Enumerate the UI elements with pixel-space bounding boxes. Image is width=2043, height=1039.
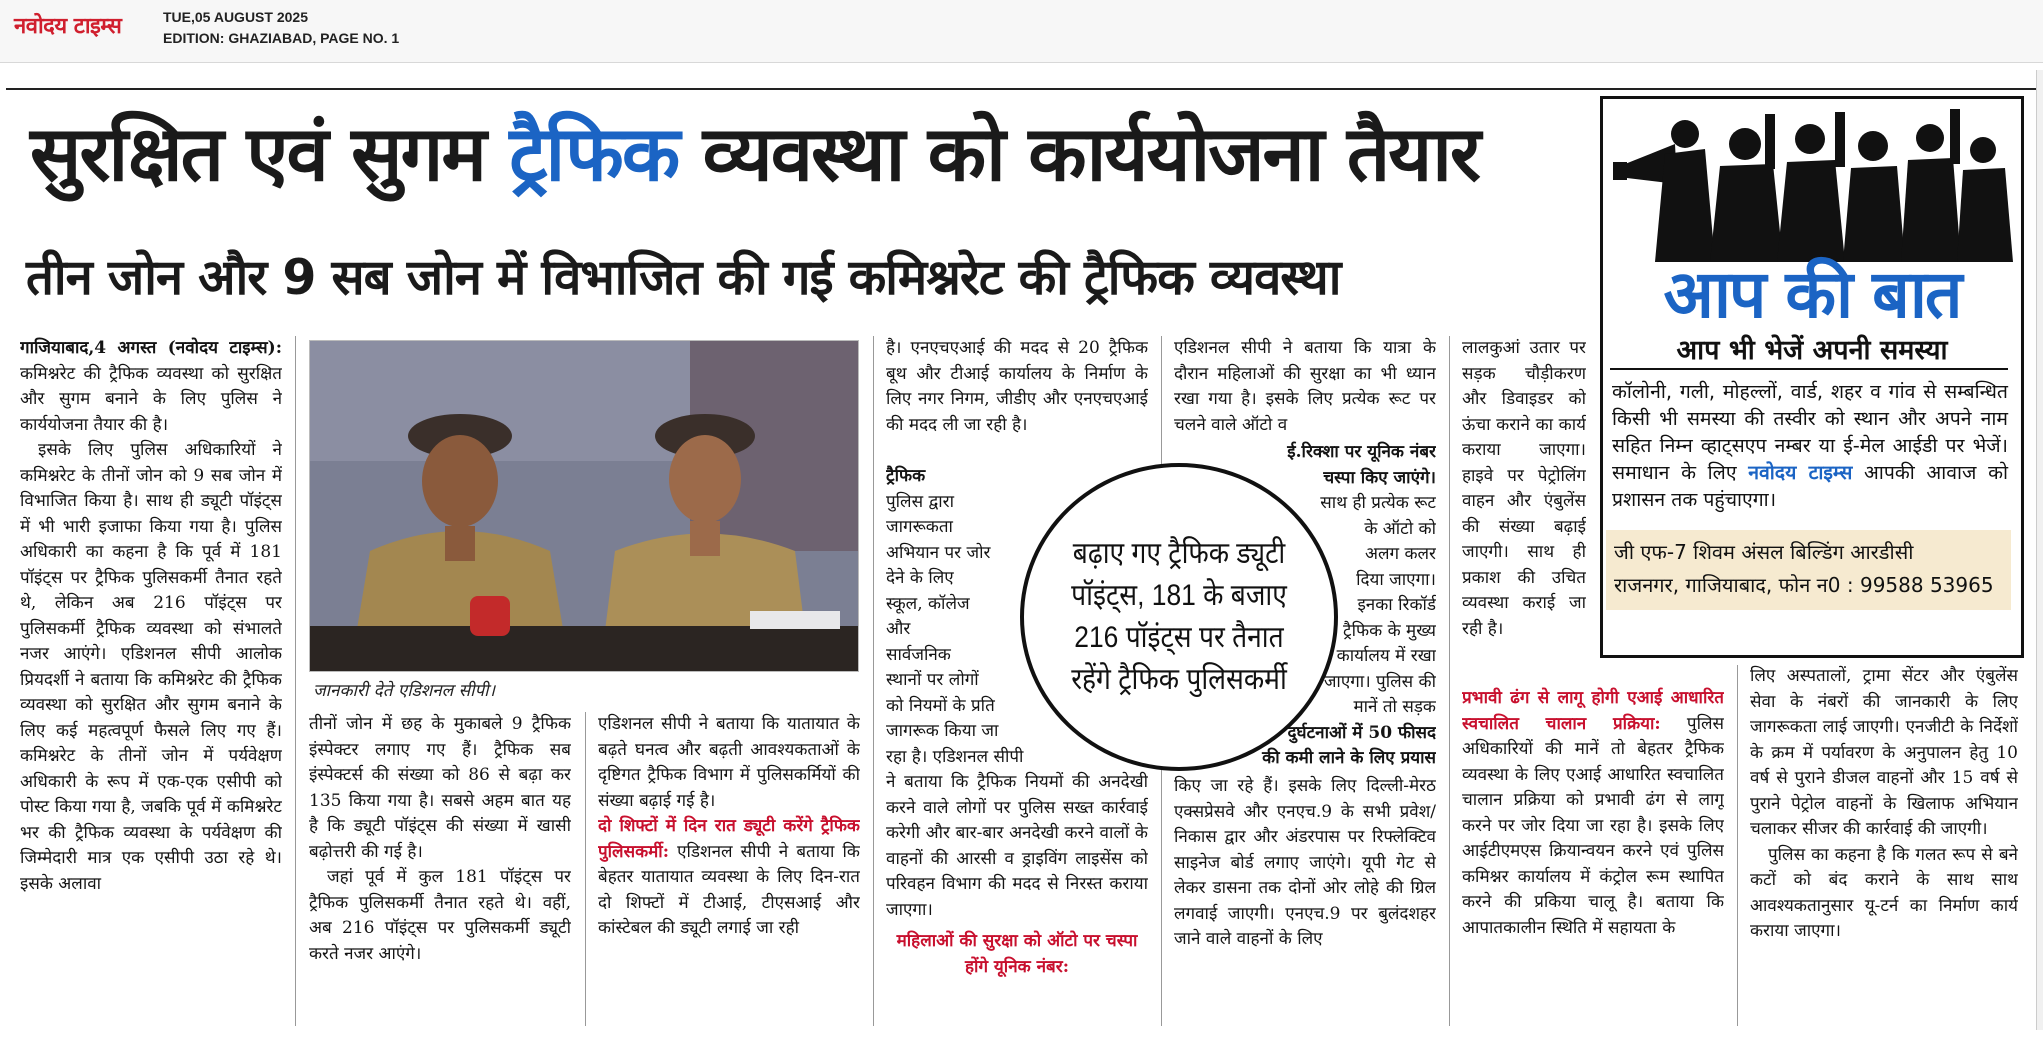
article-column-6-bottom: [1462, 686, 1724, 1026]
contact-address: [1606, 530, 2011, 610]
dateline: गाजियाबाद,4 अगस्त (नवोदय टाइम्स):: [20, 338, 282, 358]
photo-caption: जानकारी देते एडिशनल सीपी।: [313, 681, 496, 701]
article-paragraph: लिए अस्पतालों, ट्रामा सेंटर और एंबुलेंस सेवा के नंबरों की जानकारी के लिए जागरूकता लाई जाएगी। एनजीटी के निर्देशों के क्रम में पर्यावरण के अनुपालन हेतु 10 वर्ष से पुराने डीजल वाहनों और 15 वर्ष से पुराने पेट्रोल वाहनों के खिलाफ अभियान चलाकर सीजर की कार्रवाई की जाएगी।: [1750, 666, 2018, 839]
wrap-line: ट्रैफिक के मुख्य: [1343, 620, 1436, 641]
article-paragraph: ने बताया कि ट्रैफिक नियमों की अनदेखी करने वाले लोगों पर पुलिस सख्त कार्रवाई करेगी और बार-बार अनदेखी करने वालों के वाहनों की आरसी व ड्राइविंग लाइसेंस को परिवहन विभाग की मदद से निरस्त कराया जाएगा।: [886, 772, 1148, 920]
wrap-line: दुर्घटनाओं में 50 फीसद: [1287, 722, 1436, 743]
article-paragraph: पुलिस का कहना है कि गलत रूप से बने कटों को बंद कराने के साथ साथ आवश्यकतानुसार यू-टर्न का निर्माण कार्य कराया जाएगा।: [1750, 844, 2018, 941]
wrap-line: स्थानों पर लोगों: [886, 670, 979, 690]
wrap-line: के ऑटो को: [1364, 518, 1436, 539]
article-paragraph: [1462, 686, 1724, 941]
article-paragraph: [20, 336, 282, 438]
article-column-6: [1462, 336, 1586, 678]
wrap-line: ई.रिक्शा पर यूनिक नंबर: [1287, 442, 1436, 462]
wrap-line: ट्रैफिक: [886, 466, 926, 486]
wrap-line: स्कूल, कॉलेज: [886, 593, 970, 614]
article-paragraph: [598, 814, 860, 942]
article-paragraph: किए जा रहे हैं। इसके लिए दिल्ली-मेरठ एक्सप्रेसवे और एनएच.9 के सभी प्रवेश/निकास द्वार और अंडरपास पर रिफ्लेक्टिव साइनेज बोर्ड लगाए जाएंगे। यूपी गेट से लेकर डासना तक दोनों ओर लोहे की ग्रिल लगवाई जाएगी। एनएच.9 पर बुलंदशहर जाने वाले वाहनों के लिए: [1174, 776, 1436, 949]
pull-quote-text: बढ़ाए गए ट्रैफिक ड्यूटी पॉइंट्स, 181 के बजाए 216 पॉइंट्स पर तैनात रहेंगे ट्रैफिक पुलिसकर्मी: [1071, 537, 1287, 696]
article-column-5-bottom: [1174, 774, 1436, 1026]
aap-ki-baat-title: आप की बात: [1663, 256, 1961, 333]
column-divider: [1737, 665, 1738, 1026]
wrap-line: और: [886, 619, 911, 639]
headline-highlight: ट्रैफिक: [509, 109, 679, 198]
article-subheading: महिलाओं की सुरक्षा को ऑटो पर चस्पा होंगे यूनिक नंबर:: [896, 931, 1138, 977]
article-column-2: [309, 712, 571, 1026]
pull-quote: [1020, 463, 1338, 771]
megaphone-crowd-icon: [1605, 104, 2013, 262]
aap-ki-baat-body: [1612, 378, 2008, 513]
wrap-line: रहा है। एडिशनल सीपी: [886, 746, 1024, 767]
wrap-line: मानें तो सड़क: [1353, 697, 1436, 717]
wrap-line: जागरूक किया जा: [886, 721, 999, 741]
address-line-1: जी एफ-7 शिवम अंसल बिल्डिंग आरडीसी: [1614, 540, 1914, 564]
article-column-4-bottom: [886, 770, 1148, 1026]
article-paragraph: लालकुआं उतार पर सड़क चौड़ीकरण और डिवाइडर को ऊंचा कराने का कार्य कराया जाएगा। हाइवे पर पेट्रोलिंग वाहन और एंबुलेंस की संख्या बढ़ाई जाएगी। साथ ही प्रकाश की उचित व्यवस्था कराई जा रही है।: [1462, 338, 1586, 639]
aap-ki-baat-subtitle: आप भी भेजें अपनी समस्या: [1676, 335, 1948, 366]
press-conference-photo: [309, 340, 859, 672]
wrap-line: अभियान पर जोर: [886, 542, 991, 563]
column-divider: [873, 336, 874, 1026]
wrap-line: जाएगा। पुलिस की: [1323, 671, 1436, 692]
wrap-line: की कमी लाने के लिए प्रयास: [1262, 748, 1436, 768]
headline-part2: व्यवस्था को कार्ययोजना तैयार: [678, 109, 1480, 198]
wrap-line: दिया जाएगा।: [1356, 569, 1436, 590]
edition-date: TUE,05 AUGUST 2025: [163, 9, 308, 25]
page-scrollbar[interactable]: [2036, 70, 2043, 1030]
article-subheading: प्रभावी ढंग से लागू होगी एआई आधारित स्वचालित चालान प्रक्रिया:: [1462, 688, 1724, 734]
article-column-4-top: [886, 336, 1148, 464]
wrap-line: साथ ही प्रत्येक रूट: [1320, 493, 1436, 513]
wrap-line: को नियमों के प्रति: [886, 695, 995, 716]
article-column-3: [598, 712, 860, 1026]
article-paragraph: इसके लिए पुलिस अधिकारियों ने कमिश्नरेट के तीनों जोन को 9 सब जोन में विभाजित किया है। साथ ही ड्यूटी पॉइंट्स में भी भारी इजाफा किया गया है। पुलिस अधिकारी का कहना है कि पूर्व में 181 पॉइंट्स पर ट्रैफिक पुलिसकर्मी तैनात रहते थे, लेकिन अब 216 पॉइंट्स पर पुलिसकर्मी ट्रैफिक व्यवस्था को संभालते नजर आएंगे। एडिशनल सीपी आलोक प्रियदर्शी ने बताया कि कमिश्नरेट की ट्रैफिक व्यवस्था को सुरक्षित और सुगम बनाने के लिए कई महत्वपूर्ण फैसले लिए गए हैं। कमिश्नरेट के तीनों जोन में पर्यवेक्षण अधिकारी के रूप में एक-एक एसीपी को पोस्ट किया गया है, जबकि पूर्व में कमिश्नरेट भर की ट्रैफिक व्यवस्था के पर्यवेक्षण की जिम्मेदारी मात्र एक एसीपी उठा रहे थे। इसके अलावा: [20, 440, 282, 894]
aap-body-end: आपकी आवाज को प्रशासन तक पहुंचाएगा।: [1612, 461, 2008, 511]
article-column-5-top: [1174, 336, 1436, 438]
edition-info: EDITION: GHAZIABAD, PAGE NO. 1: [163, 30, 400, 46]
article-text: एडिशनल सीपी ने बताया कि बेहतर यातायात व्यवस्था के लिए दिन-रात दो शिफ्टों में टीआई, टीएसआई और कांस्टेबल की ड्यूटी लगाई जा रही: [598, 841, 860, 938]
article-column-1: [20, 336, 282, 1026]
article-paragraph: एडिशनल सीपी ने बताया कि यातायात के बढ़ते घनत्व और बढ़ती आवश्यकताओं के दृष्टिगत ट्रैफिक विभाग में पुलिसकर्मियों की संख्या बढ़ाई गई है।: [598, 714, 860, 811]
article-text: पुलिस अधिकारियों की मानें तो बेहतर ट्रैफिक व्यवस्था के लिए एआई आधारित स्वचालित चालान प्रक्रिया को प्रभावी ढंग से लागू करने पर जोर दिया जा रहा है। इसके लिए आईटीएमएस क्रियान्वयन करने एवं पुलिस कमिश्नर कार्यालय में कंट्रोल रूम स्थापित करने की प्रकिया चालू है। बताया कि आपातकालीन स्थिति में सहायता के: [1462, 713, 1724, 938]
divider: [1610, 368, 2008, 370]
newspaper-logo: नवोदय टाइम्स: [14, 14, 122, 39]
brand-name: नवोदय टाइम्स: [1748, 461, 1853, 484]
aap-body-text: कॉलोनी, गली, मोहल्लों, वार्ड, शहर व गांव से सम्बन्धित किसी भी समस्या की तस्वीर को स्थान और अपने नाम सहित निम्न व्हाट्सएप नम्बर या ई-मेल आईडी पर भेजें। समाधान के लिए: [1612, 380, 2008, 484]
photo-illustration: [310, 341, 858, 671]
article-subheading: दो शिफ्टों में दिन रात ड्यूटी करेंगे ट्रैफिक पुलिसकर्मी:: [598, 816, 860, 862]
wrap-line: पुलिस द्वारा: [886, 491, 955, 512]
wrap-line: देने के लिए: [886, 568, 954, 588]
protest-silhouette-graphic: [1605, 104, 2013, 262]
article-paragraph: [886, 929, 1148, 980]
article-paragraph: जहां पूर्व में कुल 181 पॉइंट्स पर ट्रैफिक पुलिसकर्मी तैनात रहते थे। वहीं, अब 216 पॉइंट्स पर पुलिसकर्मी ड्यूटी करते नजर आएंगे।: [309, 867, 571, 964]
headline-part1: सुरक्षित एवं सुगम: [30, 109, 510, 198]
article-paragraph: है। एनएचएआई की मदद से 20 ट्रैफिक बूथ और टीआई कार्यालय के निर्माण के लिए नगर निगम, जीडीए और एनएचएआई की मदद ली जा रही है।: [886, 338, 1148, 435]
article-text: कमिश्नरेट की ट्रैफिक व्यवस्था को सुरक्षित और सुगम बनाने के लिए पुलिस ने कार्ययोजना तैयार की है।: [20, 363, 282, 435]
wrap-line: चस्पा किए जाएंगे।: [1323, 467, 1436, 488]
column-divider: [1449, 336, 1450, 1026]
column-divider: [585, 712, 586, 1026]
article-paragraph: तीनों जोन में छह के मुकाबले 9 ट्रैफिक इंस्पेक्टर लगाए गए हैं। ट्रैफिक सब इंस्पेक्टर्स की संख्या को 86 से बढ़ा कर 135 किया गया है। सबसे अहम बात यह है कि ड्यूटी पॉइंट्स की संख्या में खासी बढ़ोत्तरी की गई है।: [309, 714, 571, 862]
column-divider: [295, 336, 296, 1026]
article-column-7: [1750, 664, 2018, 1026]
address-line-2: राजनगर, गाजियाबाद, फोन न0 : 99588 53965: [1614, 573, 1994, 597]
wrap-line: कार्यालय में रखा: [1336, 646, 1436, 666]
main-headline: [30, 106, 1600, 202]
wrap-line: इनका रिकॉर्ड: [1357, 595, 1436, 615]
wrap-line: अलग कलर: [1364, 544, 1436, 564]
article-column-4-wrap: [886, 464, 1026, 770]
article-paragraph: एडिशनल सीपी ने बताया कि यात्रा के दौरान महिलाओं की सुरक्षा का भी ध्यान रखा गया है। इसके लिए प्रत्येक रूट पर चलने वाले ऑटो व: [1174, 338, 1436, 435]
wrap-line: सार्वजनिक: [886, 644, 951, 665]
sub-headline: तीन जोन और 9 सब जोन में विभाजित की गई कमिश्नरेट की ट्रैफिक व्यवस्था: [26, 249, 1341, 306]
wrap-line: जागरूकता: [886, 517, 953, 537]
